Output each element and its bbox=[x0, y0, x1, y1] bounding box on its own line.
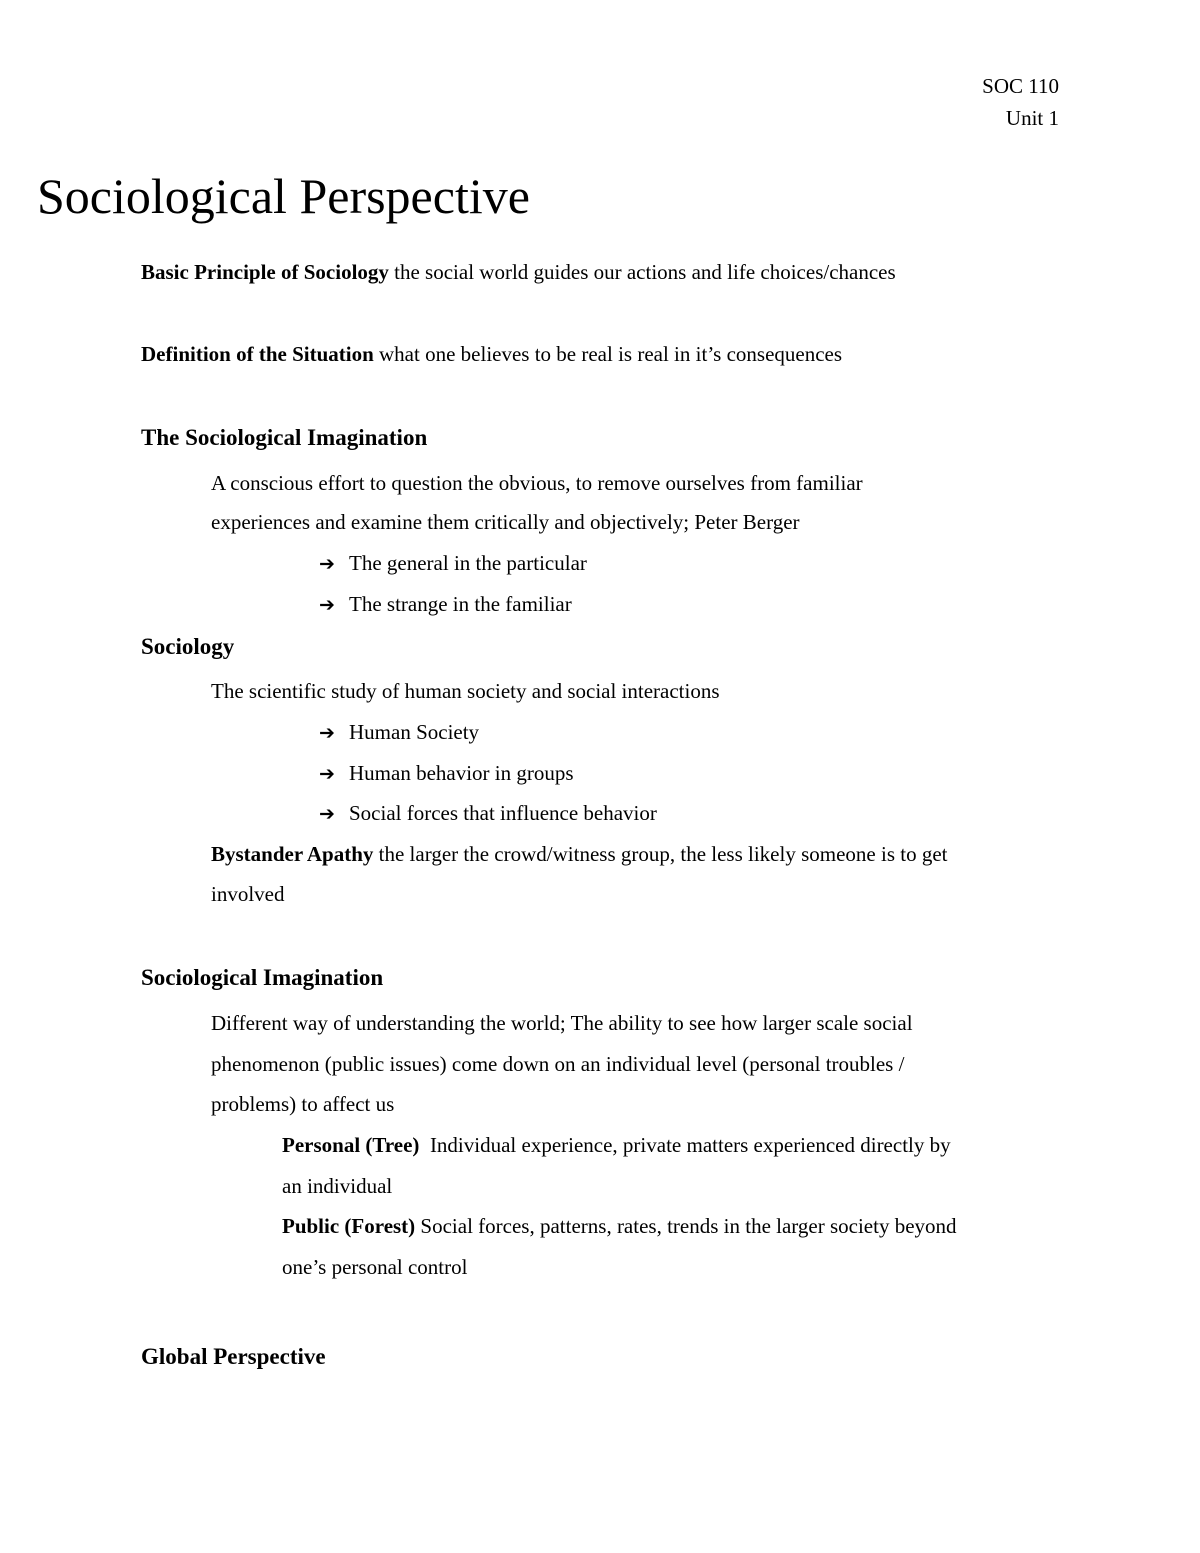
public-forest-line-2: one’s personal control bbox=[282, 1255, 468, 1279]
bystander-apathy-term: Bystander Apathy bbox=[211, 842, 374, 866]
imagination-text-line-1: A conscious effort to question the obvious, to remove ourselves from familiar bbox=[211, 471, 863, 495]
heading-global-perspective: Global Perspective bbox=[141, 1344, 326, 1369]
heading-sociological-imagination: Sociological Imagination bbox=[141, 965, 384, 990]
public-forest-text: Social forces, patterns, rates, trends in the larger society beyond bbox=[415, 1214, 957, 1238]
basic-principle-definition bbox=[141, 252, 896, 292]
basic-principle-term: Basic Principle of Sociology bbox=[141, 260, 389, 284]
heading-the-sociological-imagination: The Sociological Imagination bbox=[141, 425, 428, 450]
basic-principle-text: the social world guides our actions and life choices/chances bbox=[388, 260, 896, 284]
arrow-right-icon: ➔ bbox=[319, 763, 335, 785]
personal-tree-term: Personal (Tree) bbox=[282, 1133, 420, 1157]
bystander-apathy-line-2: involved bbox=[211, 882, 285, 906]
course-header bbox=[982, 70, 1059, 134]
imagination-text-line-2: experiences and examine them critically and objectively; Peter Berger bbox=[211, 510, 800, 534]
personal-tree-text: Individual experience, private matters experienced directly by bbox=[419, 1133, 951, 1157]
arrow-right-icon: ➔ bbox=[319, 803, 335, 825]
definition-situation-term: Definition of the Situation bbox=[141, 342, 374, 366]
page-title: Sociological Perspective bbox=[37, 168, 530, 224]
list-item bbox=[319, 584, 572, 625]
public-forest-term: Public (Forest) bbox=[282, 1214, 416, 1238]
personal-tree-line-2: an individual bbox=[282, 1174, 393, 1198]
list-item bbox=[319, 793, 657, 834]
list-item-label: Human Society bbox=[349, 720, 480, 744]
imagination2-text-line-3: problems) to affect us bbox=[211, 1092, 395, 1116]
list-item-label: The strange in the familiar bbox=[349, 592, 572, 616]
imagination2-text-line-1: Different way of understanding the world; The ability to see how larger scale social bbox=[211, 1011, 913, 1035]
definition-situation-text: what one believes to be real is real in it’s consequences bbox=[373, 342, 843, 366]
list-item bbox=[319, 543, 587, 584]
arrow-right-icon: ➔ bbox=[319, 553, 335, 575]
bystander-apathy-text: the larger the crowd/witness group, the less likely someone is to get bbox=[373, 842, 948, 866]
sociology-definition: The scientific study of human society and social interactions bbox=[211, 679, 720, 703]
arrow-right-icon: ➔ bbox=[319, 722, 335, 744]
definition-situation bbox=[141, 334, 842, 374]
course-code: SOC 110 bbox=[982, 74, 1059, 98]
personal-tree-line-1 bbox=[282, 1125, 951, 1165]
list-item bbox=[319, 753, 574, 794]
public-forest-line-1 bbox=[282, 1206, 957, 1246]
arrow-right-icon: ➔ bbox=[319, 594, 335, 616]
unit-label: Unit 1 bbox=[1005, 106, 1059, 130]
list-item-label: Social forces that influence behavior bbox=[349, 801, 657, 825]
list-item bbox=[319, 712, 479, 753]
bystander-apathy-line-1 bbox=[211, 834, 947, 874]
list-item-label: Human behavior in groups bbox=[349, 761, 574, 785]
list-item-label: The general in the particular bbox=[349, 551, 587, 575]
heading-sociology: Sociology bbox=[141, 634, 235, 659]
imagination2-text-line-2: phenomenon (public issues) come down on an individual level (personal troubles / bbox=[211, 1052, 905, 1076]
